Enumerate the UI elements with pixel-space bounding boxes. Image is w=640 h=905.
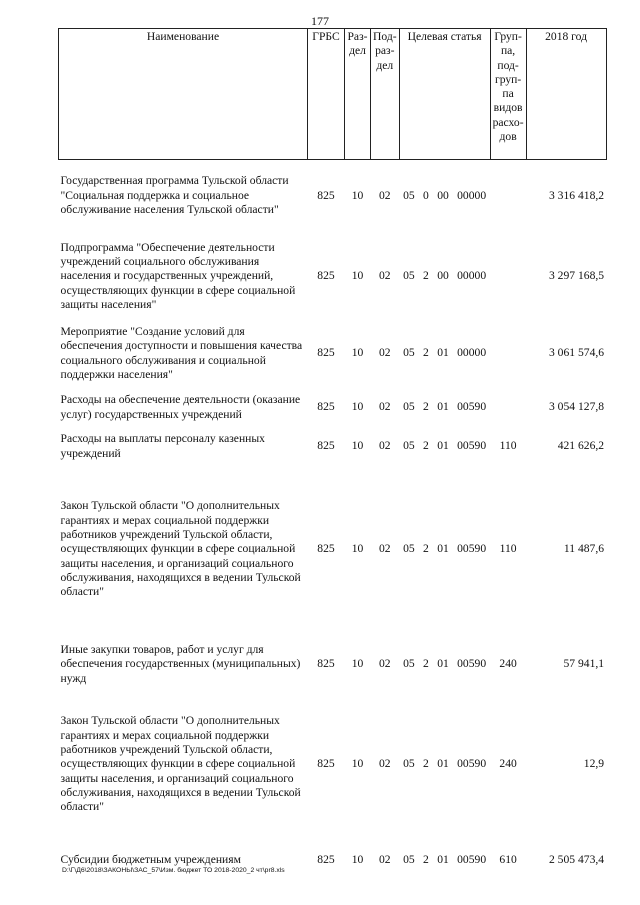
target-direction: 00000 [457,269,487,283]
target-event: 01 [437,400,449,414]
table-row [59,636,607,694]
row-name: Иные закупки товаров, работ и услуг для обеспечения государственных (муниципальных) нужд [60,643,301,685]
row-amount: 421 626,2 [557,439,605,453]
row-razdel: 10 [351,346,364,360]
row-target-code [399,694,490,836]
target-event: 00 [437,269,449,283]
row-target-code [399,836,490,886]
row-podrazdel: 02 [379,657,391,671]
row-target-code [399,160,490,232]
row-grbs: 825 [317,400,335,414]
row-group: 110 [499,542,517,556]
row-name: Субсидии бюджетным учреждениям [60,853,241,867]
row-group: 110 [499,439,517,453]
header-podrazdel: Под- раз- дел [371,29,400,160]
row-group: 240 [499,757,517,771]
target-event: 01 [437,853,449,867]
row-razdel: 10 [351,542,364,556]
target-direction: 00590 [457,853,487,867]
row-razdel: 10 [351,757,364,771]
row-podrazdel: 02 [379,439,391,453]
row-grbs: 825 [317,853,335,867]
row-name: Закон Тульской области "О дополнительных гарантиях и мерах социальной поддержки работников учреждений Тульской области, осуществляющих функции в сфере социальной защиты населения, и организаций социального обслуживания, находящихся в ведении Тульской области" [60,499,301,599]
target-program: 05 [403,188,415,202]
page-number: 177 [311,14,329,28]
target-subprogram: 2 [423,346,429,360]
row-target-code [399,322,490,386]
target-subprogram: 2 [423,439,429,453]
table-row [59,836,607,886]
table-row [59,694,607,836]
row-razdel: 10 [351,657,364,671]
row-amount: 12,9 [583,757,605,771]
row-name: Закон Тульской области "О дополнительных гарантиях и мерах социальной поддержки работников учреждений Тульской области, осуществляющих функции в сфере социальной защиты населения, и организаций социального обслуживания, находящихся в ведении Тульской области" [60,714,301,814]
row-grbs: 825 [317,757,335,771]
target-program: 05 [403,346,415,360]
row-amount: 3 297 168,5 [548,269,605,283]
table-row [59,386,607,430]
header-grbs: ГРБС [308,29,345,160]
row-group [490,232,526,322]
row-podrazdel: 02 [379,757,391,771]
target-event: 01 [437,542,449,556]
row-grbs: 825 [317,269,335,283]
row-group: 240 [499,657,517,671]
target-direction: 00590 [457,400,487,414]
row-grbs: 825 [317,657,335,671]
row-podrazdel: 02 [379,400,391,414]
row-name: Расходы на выплаты персоналу казенных учреждений [60,432,265,460]
target-subprogram: 2 [423,657,429,671]
row-podrazdel: 02 [379,188,391,202]
row-amount: 57 941,1 [563,657,605,671]
row-podrazdel: 02 [379,346,391,360]
budget-table [58,28,607,886]
target-subprogram: 2 [423,853,429,867]
row-amount: 2 505 473,4 [548,853,605,867]
target-event: 01 [437,346,449,360]
target-event: 01 [437,657,449,671]
row-grbs: 825 [317,346,335,360]
target-direction: 00590 [457,542,487,556]
row-group [490,386,526,430]
target-subprogram: 2 [423,757,429,771]
table-row [59,232,607,322]
target-subprogram: 2 [423,542,429,556]
row-amount: 3 061 574,6 [548,346,605,360]
header-razdel: Раз- дел [345,29,371,160]
target-program: 05 [403,400,415,414]
file-path-footer: D:\Г\Д6\2018\ЗАКОНЫ\ЗАС_57\Изм. бюджет ТО 2018-2020_2 чт\pr8.xls [62,867,285,874]
row-grbs: 825 [317,439,335,453]
table-row [59,160,607,232]
header-target: Целевая статья [399,29,490,160]
row-grbs: 825 [317,188,335,202]
row-target-code [399,386,490,430]
target-program: 05 [403,269,415,283]
target-direction: 00000 [457,188,487,202]
target-subprogram: 2 [423,400,429,414]
target-direction: 00590 [457,757,487,771]
row-name: Подпрограмма "Обеспечение деятельности учреждений социального обслуживания населения и государственных учреждений, осуществляющих функции в сфере социальной защиты населения" [60,240,296,311]
target-event: 00 [437,188,449,202]
target-program: 05 [403,853,415,867]
row-grbs: 825 [317,542,335,556]
target-direction: 00590 [457,657,487,671]
row-razdel: 10 [351,188,364,202]
table-row [59,464,607,636]
row-amount: 3 316 418,2 [548,188,605,202]
table-row [59,430,607,464]
target-event: 01 [437,757,449,771]
row-group [490,322,526,386]
target-program: 05 [403,757,415,771]
row-name: Расходы на обеспечение деятельности (оказание услуг) государственных учреждений [60,393,301,421]
row-target-code [399,232,490,322]
row-target-code [399,636,490,694]
row-podrazdel: 02 [379,853,391,867]
header-group: Груп- па, под- груп- па видов расхо- дов [490,29,526,160]
row-razdel: 10 [351,439,364,453]
header-year: 2018 год [526,29,606,160]
table-row [59,322,607,386]
target-direction: 00590 [457,439,487,453]
row-name: Государственная программа Тульской области "Социальная поддержка и социальное обслуживание населения Тульской области" [60,174,289,216]
header-row [59,29,607,160]
row-razdel: 10 [351,269,364,283]
row-podrazdel: 02 [379,542,391,556]
target-direction: 00000 [457,346,487,360]
target-program: 05 [403,439,415,453]
row-podrazdel: 02 [379,269,391,283]
row-razdel: 10 [351,400,364,414]
header-name: Наименование [59,29,308,160]
target-program: 05 [403,542,415,556]
row-amount: 3 054 127,8 [548,400,605,414]
row-group [490,160,526,232]
row-target-code [399,464,490,636]
row-target-code [399,430,490,464]
row-razdel: 10 [351,853,364,867]
row-name: Мероприятие "Создание условий для обеспечения доступности и повышения качества социального обслуживания и социальной поддержки населения" [60,324,303,381]
target-subprogram: 2 [423,269,429,283]
row-amount: 11 487,6 [563,542,605,556]
target-subprogram: 0 [423,188,429,202]
target-program: 05 [403,657,415,671]
target-event: 01 [437,439,449,453]
row-group: 610 [499,853,517,867]
